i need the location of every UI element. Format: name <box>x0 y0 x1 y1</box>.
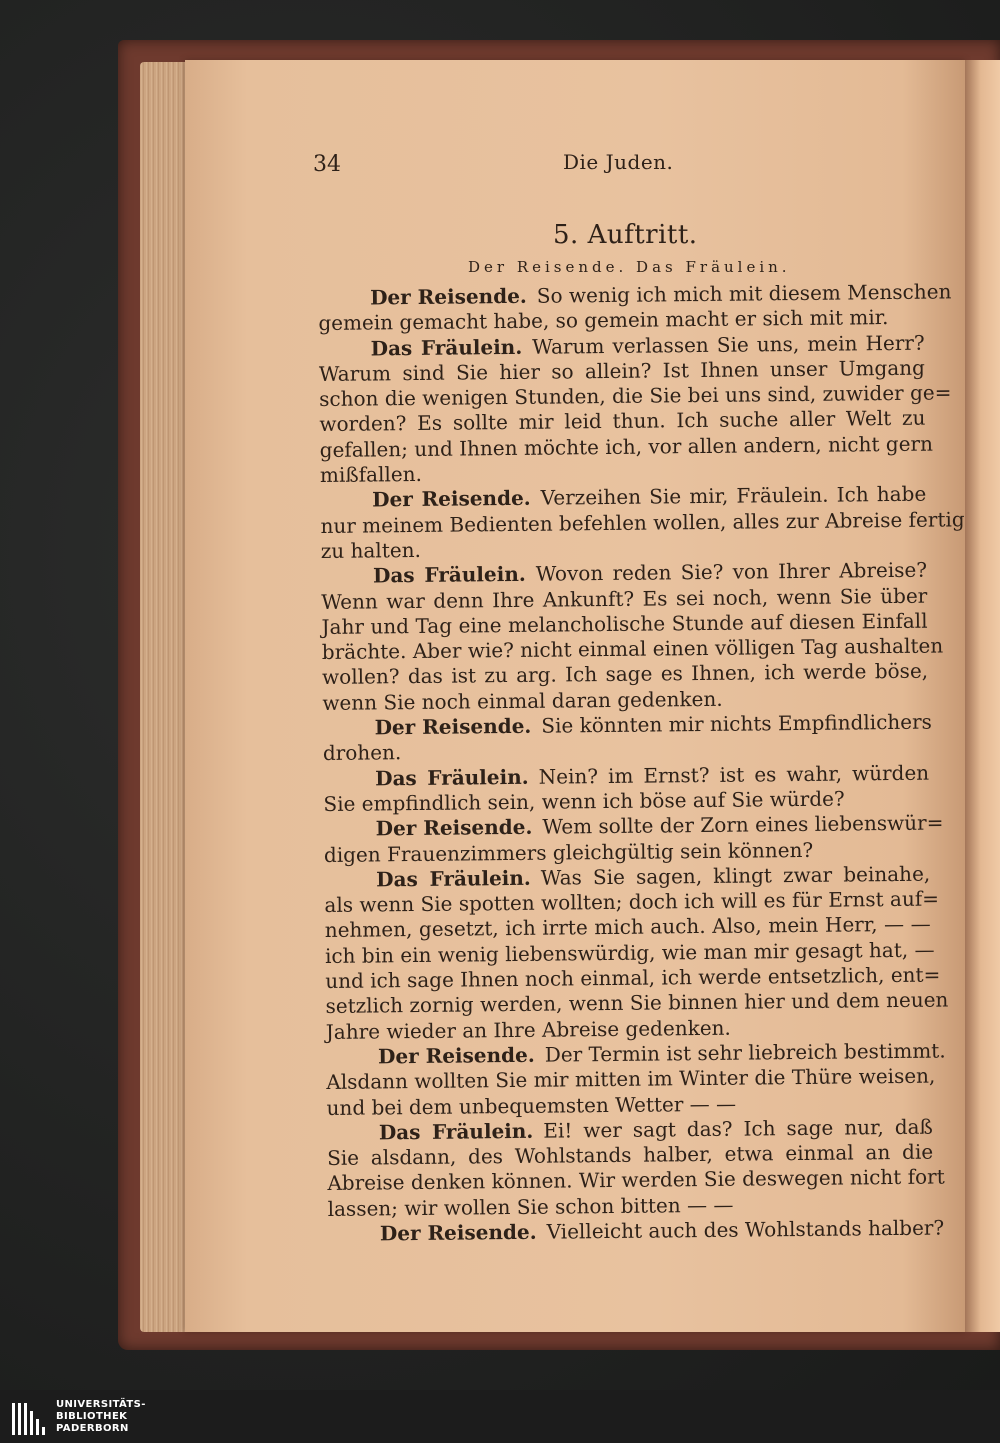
line-text: setzlich zornig werden, wenn Sie binnen hier und dem neuen <box>325 987 949 1019</box>
line-text: ich bin ein wenig liebenswürdig, wie man mir gesagt hat, — <box>324 937 935 968</box>
line-text: Wenn war denn Ihre Ankunft? Es sei noch, wenn Sie über <box>321 583 928 614</box>
line-text: nur meinem Bedienten befehlen wollen, alles zur Abreise fertig <box>320 506 965 538</box>
speaker-name: Das Fräulein. <box>376 865 531 892</box>
dialogue-body <box>318 279 965 1248</box>
speaker-name: Das Fräulein. <box>375 764 529 791</box>
line-text: und ich sage Ihnen noch einmal, ich werde entsetzlich, ent= <box>325 962 941 993</box>
line-text: Warum verlassen Sie uns, mein Herr? <box>532 330 925 359</box>
line-text: gemein gemacht habe, so gemein macht er sich mit mir. <box>318 305 889 336</box>
speaker-name: Der Reisende. <box>372 486 531 512</box>
line-text: Sie empfindlich sein, wenn ich böse auf Sie würde? <box>323 786 845 816</box>
line-text: Ei! wer sagt das? Ich sage nur, daß <box>543 1114 933 1143</box>
line-text: und bei dem unbequemsten Wetter — — <box>326 1091 737 1120</box>
cast-line: Der Reisende. Das Fräulein. <box>468 258 791 276</box>
line-text: Der Termin ist sehr liebreich bestimmt. <box>544 1038 946 1067</box>
line-text: gefallen; und Ihnen möchte ich, vor allen andern, nicht gern <box>319 431 934 462</box>
line-text: digen Frauenzimmers gleichgültig sein können? <box>323 837 814 867</box>
scene-title: 5. Auftritt. <box>553 220 698 250</box>
line-text: brächte. Aber wie? nicht einmal einen völligen Tag aushalten <box>321 633 944 665</box>
speaker-name: Der Reisende. <box>374 713 532 740</box>
line-text: mißfallen. <box>319 462 423 488</box>
line-text: Vielleicht auch des Wohlstands halber? <box>546 1215 945 1244</box>
running-head: Die Juden. <box>563 150 674 174</box>
line-text: zu halten. <box>320 537 421 563</box>
library-logo-icon <box>10 1399 50 1439</box>
line-text: Verzeihen Sie mir, Fräulein. Ich habe <box>540 482 927 511</box>
line-text: wenn Sie noch einmal daran gedenken. <box>322 686 723 715</box>
line-text: Wem sollte der Zorn eines liebenswür= <box>542 810 944 839</box>
speaker-name: Der Reisende. <box>379 1219 537 1246</box>
line-text: Sie könnten mir nichts Empfindlichers <box>541 709 932 738</box>
line-text: worden? Es sollte mir leid thun. Ich suche aller Welt zu <box>319 406 926 437</box>
line-text: schon die wenigen Stunden, die Sie bei uns sind, zuwider ge= <box>319 380 952 412</box>
line-text: Was Sie sagen, klingt zwar beinahe, <box>540 861 931 890</box>
line-text: lassen; wir wollen Sie schon bitten — — <box>327 1192 734 1221</box>
line-text: drohen. <box>322 740 402 766</box>
line-text: wollen? das ist zu arg. Ich sage es Ihnen, ich werde böse, <box>321 659 929 690</box>
line-text: Warum sind Sie hier so allein? Ist Ihnen unser Umgang <box>318 355 926 386</box>
library-name-line-2: BIBLIOTHEK <box>56 1411 128 1422</box>
line-text: nehmen, gesetzt, ich irrte mich auch. Also, mein Herr, — — <box>324 912 931 943</box>
speaker-name: Das Fräulein. <box>372 562 526 588</box>
line-text: Sie alsdann, des Wohlstands halber, etwa einmal an die <box>327 1139 934 1171</box>
speaker-name: Der Reisende. <box>375 815 533 841</box>
speaker-name: Der Reisende. <box>369 283 527 310</box>
line-text: Alsdann wollten Sie mir mitten im Winter die Thüre weisen, <box>326 1063 936 1095</box>
library-name-line-1: UNIVERSITÄTS- <box>56 1399 146 1410</box>
library-name-line-3: PADERBORN <box>56 1423 129 1434</box>
book-gutter <box>965 60 1000 1332</box>
line-text: So wenig ich mich mit diesem Menschen <box>536 279 952 308</box>
line-text: Nein? im Ernst? ist es wahr, würden <box>538 760 930 789</box>
speaker-name: Der Reisende. <box>377 1042 535 1069</box>
line-text: Wovon reden Sie? von Ihrer Abreise? <box>535 557 928 587</box>
speaker-name: Das Fräulein. <box>378 1118 534 1145</box>
page-number: 34 <box>313 152 341 177</box>
line-text: Jahre wieder an Ihre Abreise gedenken. <box>325 1015 731 1044</box>
line-text: Jahr und Tag eine melancholische Stunde auf diesen Einfall <box>321 608 928 639</box>
speaker-name: Das Fräulein. <box>370 334 523 361</box>
footer-bar <box>0 1390 1000 1443</box>
line-text: als wenn Sie spotten wollten; doch ich will es für Ernst auf= <box>324 886 940 918</box>
line-text: Abreise denken können. Wir werden Sie deswegen nicht fort <box>327 1164 945 1196</box>
